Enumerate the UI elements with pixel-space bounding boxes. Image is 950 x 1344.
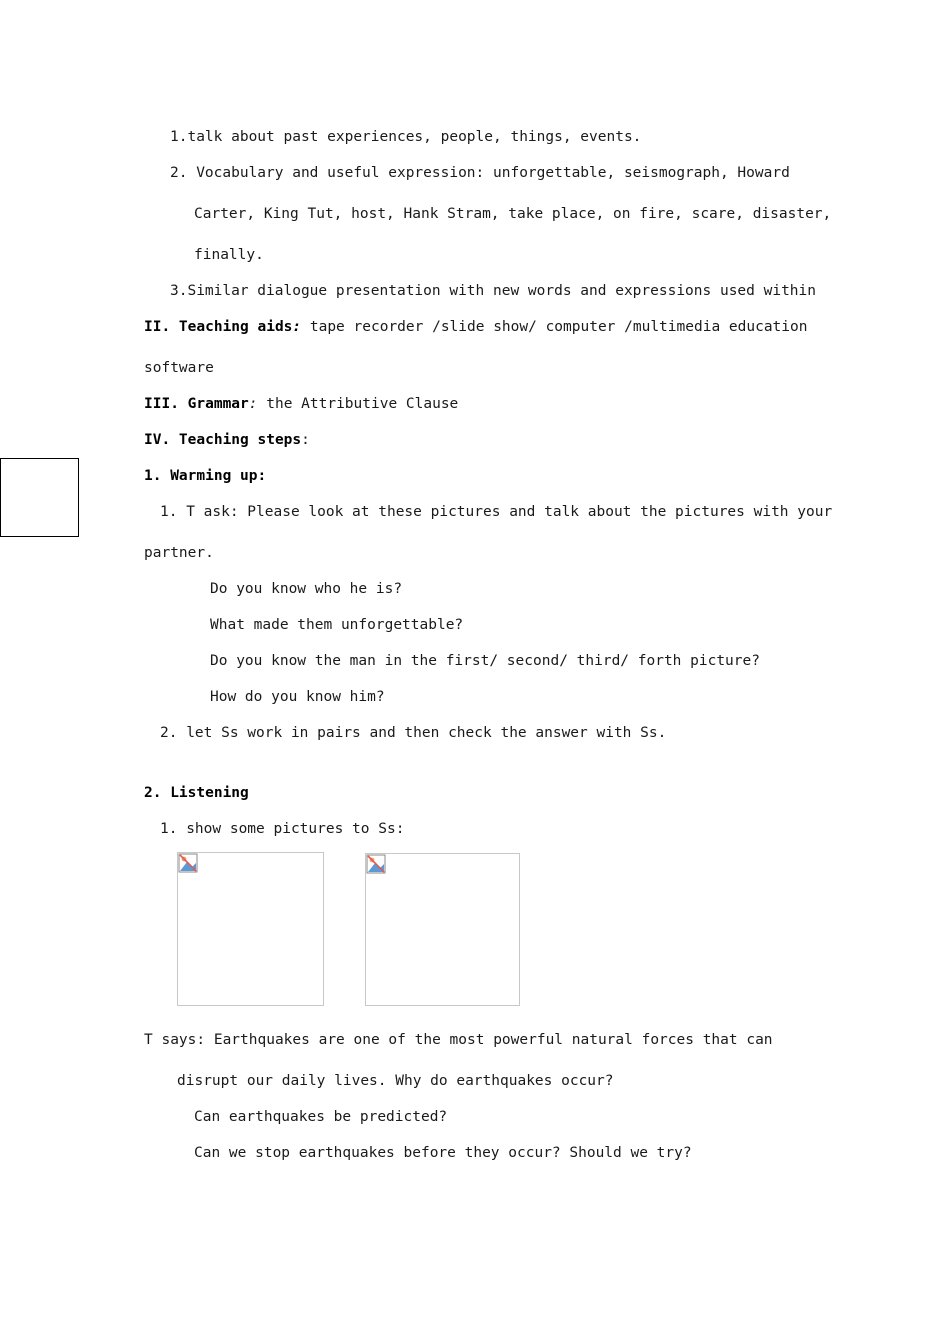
- t-says-line-1: T says: Earthquakes are one of the most powerful natural forces that can: [144, 1032, 773, 1048]
- listening-heading: 2. Listening: [144, 785, 249, 801]
- objective-item-1: 1.talk about past experiences, people, things, events.: [170, 129, 642, 145]
- grammar-colon: :: [248, 396, 258, 412]
- teaching-aids-colon: :: [292, 319, 302, 335]
- objective-item-3: 3.Similar dialogue presentation with new words and expressions used within: [170, 283, 817, 299]
- teaching-steps-line: [144, 430, 310, 450]
- warming-up-question-3: Do you know the man in the first/ second/ third/ forth picture?: [210, 653, 760, 669]
- warming-up-step-1-line-2: partner.: [144, 545, 214, 561]
- picture-placeholder-2: [365, 853, 520, 1006]
- teaching-aids-continuation: software: [144, 360, 214, 376]
- warming-up-question-2: What made them unforgettable?: [210, 617, 464, 633]
- teaching-aids-line: [144, 317, 807, 337]
- grammar-line: [144, 394, 458, 414]
- picture-placeholder-1: [177, 852, 324, 1006]
- warming-up-heading: 1. Warming up:: [144, 468, 267, 484]
- teaching-aids-heading: II. Teaching aids: [144, 319, 293, 335]
- warming-up-question-4: How do you know him?: [210, 689, 385, 705]
- objective-item-2-line-3: finally.: [194, 247, 264, 263]
- warming-up-step-2: 2. let Ss work in pairs and then check the answer with Ss.: [160, 725, 667, 741]
- teaching-steps-heading: IV. Teaching steps: [144, 432, 302, 448]
- warming-up-step-1-line-1: 1. T ask: Please look at these pictures and talk about the pictures with your: [160, 504, 833, 520]
- t-says-line-2: disrupt our daily lives. Why do earthquakes occur?: [177, 1073, 614, 1089]
- listening-question-2: Can we stop earthquakes before they occur? Should we try?: [194, 1145, 692, 1161]
- margin-box: [0, 458, 79, 537]
- warming-up-question-1: Do you know who he is?: [210, 581, 403, 597]
- teaching-aids-text: tape recorder /slide show/ computer /multimedia education: [301, 319, 808, 335]
- objective-item-2-line-2: Carter, King Tut, host, Hank Stram, take place, on fire, scare, disaster,: [194, 206, 832, 222]
- teaching-steps-colon: :: [301, 432, 310, 448]
- objective-item-2-line-1: 2. Vocabulary and useful expression: unforgettable, seismograph, Howard: [170, 165, 790, 181]
- listening-question-1: Can earthquakes be predicted?: [194, 1109, 448, 1125]
- listening-step-1: 1. show some pictures to Ss:: [160, 821, 405, 837]
- broken-image-icon: [366, 854, 386, 874]
- grammar-heading: III. Grammar: [144, 396, 249, 412]
- broken-image-icon: [178, 853, 198, 873]
- grammar-text: the Attributive Clause: [257, 396, 459, 412]
